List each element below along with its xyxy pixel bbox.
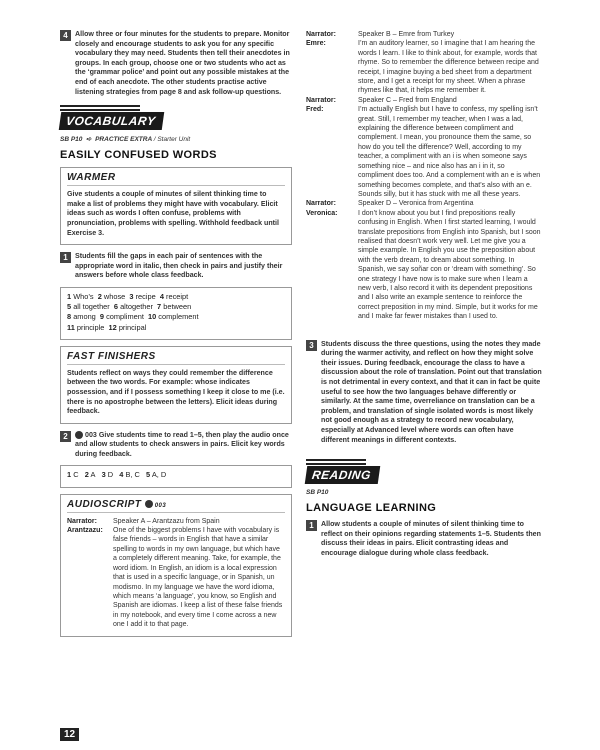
step-number: 1: [306, 520, 317, 531]
step-number: 4: [60, 30, 71, 41]
banner-label: READING: [305, 466, 380, 484]
banner-bars: [306, 459, 366, 465]
step-text: Students discuss the three questions, using the notes they made during the warmer activity, and reflect on how they might solve their issues. During feedback, encourage the class to have a discussion about the role of translation. Point out that translation is not detrimental in every context, and that it can in fact be quite useful to see how the two languages behave differently or similarly. At the same time, overreliance on translation can be a problem, and translation of single isolated words is most likely not good enough as a strategy to record new vocabulary, especially at Advanced level where words can often have different meanings in different contexts.: [321, 339, 542, 444]
box-text: Students reflect on ways they could remember the difference between the two words. For example: whose indicates possession, and if I possess something I keep it close to me (i.e. there is no apostrophe between the letters). Elicit ideas during feedback.: [67, 368, 285, 416]
script-row: Narrator: Speaker A – Arantzazu from Spain: [67, 517, 220, 525]
script-row: Narrator: Speaker B – Emre from Turkey: [306, 31, 455, 38]
step-text: Allow students a couple of minutes of silent thinking time to reflect on their opinions regarding statements 1–5. Students then discuss their ideas in pairs. Elicit contrasting ideas and encourage dialogue during whole class feedback.: [321, 520, 541, 557]
answers-box-2: 1 C 2 A 3 D 4 B, C 5 A, D: [60, 465, 292, 487]
right-column: [306, 30, 542, 559]
audioscript-continued: [306, 30, 542, 322]
answer-line: 5 all together 6 altogether 7 between: [67, 302, 192, 312]
step-number: 1: [60, 252, 71, 263]
section-heading: EASILY CONFUSED WORDS: [60, 149, 217, 162]
script-row: Veronica: I don’t know about you but I find prepositions really confusing in English. When I first started learning, I would translate prepositions from English into Spanish, but I soon realised that doesn’t work very well. Let me give you a simple example. In English you use the preposition about with the verb dream, to dream about something. In Spanish, we say soñar con or ‘dream with something’. So one strategy I have now is to make sure when I learn a new verb, I also record it with its dependent prepositions and I also write an example sentence to reinforce the correct preposition in my mind. Simple, but it works for me and I make far fewer mistakes than I used to.: [306, 209, 541, 321]
vocabulary-banner: [60, 105, 292, 133]
audio-cd-icon: [75, 431, 83, 439]
sb-reference: SB P10: [306, 489, 329, 497]
box-title: FAST FINISHERS: [67, 351, 285, 365]
box-title: WARMER: [67, 172, 285, 186]
script-row: Arantzazu: One of the biggest problems I have with vocabulary is false friends – words in English that have a similar spelling to words in my own language, but which have a completely different meaning. Take, for example, the word idiom. In English, an idiom is a local expression that is used in a specific language, or in Spanish, un modismo. In my language we have the word idioma, which means ‘a language’, you know, so English and Spanish are idiomas. I keep a list of these false friends in my notebook, and every time I come across a new one I add it to that page.: [67, 527, 283, 629]
step-number: 3: [306, 340, 317, 351]
step-text: Students fill the gaps in each pair of sentences with the appropriate word in italic, then check in pairs and justify their answers before whole class feedback.: [75, 252, 283, 280]
step-text: Allow three or four minutes for the students to prepare. Monitor closely and encourage students to ask you for any specific vocabulary they may need. Students then tell their anecdotes in groups. In each group, choose one or two students who act as the ‘grammar police’ and point out any possible mistakes at the end of each anecdote. The other students practise active listening strategies from page 8 and ask follow-up questions.: [75, 30, 290, 96]
answer-line: 1 Who’s 2 whose 3 recipe 4 receipt: [67, 291, 189, 301]
sb-reference: SB P10 ➪ PRACTICE EXTRA / Starter Unit: [60, 136, 191, 144]
answers-box-1: [60, 287, 292, 340]
step-text: 003 Give students time to read 1–5, then play the audio once and allow students to check answers in pairs. Elicit key words during feedback.: [75, 430, 289, 458]
left-column: [60, 30, 292, 637]
step-4: [60, 30, 292, 97]
script-row: Narrator: Speaker C – Fred from England: [306, 96, 457, 104]
step-number: 2: [60, 431, 71, 442]
step-1: [60, 252, 292, 281]
page-number: 12: [60, 728, 79, 741]
script-row: Narrator: Speaker D – Veronica from Argentina: [306, 200, 474, 208]
audio-cd-icon: [145, 500, 153, 508]
step-2: [60, 431, 292, 460]
warmer-box: [60, 167, 292, 245]
reading-banner: [306, 459, 542, 487]
audioscript-box: [60, 494, 292, 637]
banner-bars: [60, 105, 140, 111]
fast-finishers-box: [60, 346, 292, 424]
box-text: Give students a couple of minutes of silent thinking time to make a list of problems they might have with vocabulary. Elicit ideas such as words I often confuse, problems with pronunciation, problems with spelling. Withhold feedback until Exercise 3.: [67, 190, 279, 237]
audioscript-left: [67, 517, 285, 630]
script-row: Fred: I’m actually English but I have to confess, my spelling isn’t great. Still, I remember my teacher, when I was a lad, explaining the difference between compliment and complement. I mean, you pronounce them the same, so how do you tell the difference? Well, according to my teacher, a compliment with an i is when someone says something nice – and nice also has an i in it, so compliment does too. And a complement with an e is when something becomes complete, and that’s also with an e. Sounds silly, but it has stuck with me all these years.: [306, 106, 541, 198]
step-3: [306, 340, 542, 446]
box-title: AUDIOSCRIPT 003: [67, 499, 285, 513]
answer-line: 8 among 9 compliment 10 complement: [67, 312, 199, 322]
arrow-right-icon: ➪: [84, 136, 94, 144]
script-row: Emre: I’m an auditory learner, so I imagine that I am hearing the words I learn. I like to think about, for example, words that rhyme. So to remember the difference between recipe and receipt, I imagine buying a bed sheet from a department store, and I get a receipt for my sheet. When a phrase rhymes like that, it helps me remember it.: [306, 40, 539, 95]
reading-step-1: [306, 520, 542, 558]
banner-label: VOCABULARY: [59, 112, 165, 130]
answer-line: 11 principle 12 principal: [67, 322, 147, 332]
section-heading: LANGUAGE LEARNING: [306, 502, 437, 515]
